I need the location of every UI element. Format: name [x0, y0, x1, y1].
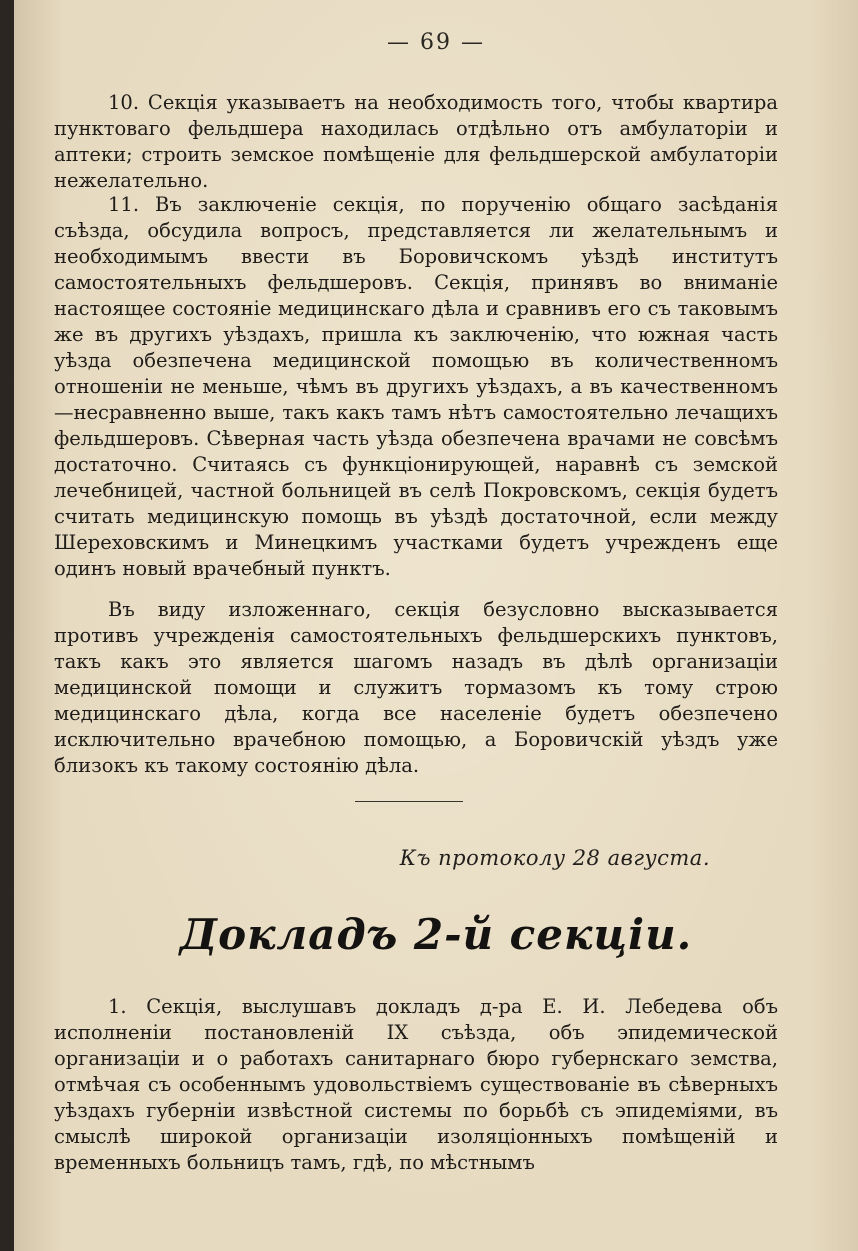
page-number: — 69 —: [387, 30, 485, 55]
book-page: [14, 0, 858, 1251]
paragraph-1: 1. Секція, выслушавъ докладъ д-ра Е. И. Лебедева объ исполненіи постановленій IX съѣзда, объ эпидемической организаціи и о работахъ санитарнаго бюро губернскаго земства, отмѣчая съ особеннымъ удовольствіемъ существованіе въ сѣверныхъ уѣздахъ губерніи извѣстной системы по борьбѣ съ эпидеміями, въ смыслѣ широкой организаціи изоляціонныхъ помѣщеній и временныхъ больницъ тамъ, гдѣ, по мѣстнымъ: [54, 995, 778, 1174]
paragraph-10: 10. Секція указываетъ на необходимость того, чтобы квартира пунктоваго фельдшера находилась отдѣльно отъ амбулаторіи и аптеки; строить земское помѣщеніе для фельдшерской амбулаторіи нежелательно.: [54, 91, 778, 192]
section-title: Докладъ 2-й секціи.: [179, 910, 693, 959]
paragraph-11: 11. Въ заключеніе секція, по порученію общаго засѣданія съѣзда, обсудила вопросъ, представляется ли желательнымъ и необходимымъ ввести въ Боровичскомъ уѣздѣ институтъ самостоятельныхъ фельдшеровъ. Секція, принявъ во вниманіе настоящее состояніе медицинскаго дѣла и сравнивъ его съ таковымъ же въ другихъ уѣздахъ, пришла къ заключенію, что южная часть уѣзда обезпечена медицинской помощью въ количественномъ отношеніи не меньше, чѣмъ въ другихъ уѣздахъ, а въ качественномъ—несравненно выше, такъ какъ тамъ нѣтъ самостоятельно лечащихъ фельдшеровъ. Сѣверная часть уѣзда обезпечена врачами не совсѣмъ достаточно. Считаясь съ функціонирующей, наравнѣ съ земской лечебницей, частной больницей въ селѣ Покровскомъ, секція будетъ считать медицинскую помощь въ уѣздѣ достаточной, если между Шереховскимъ и Минецкимъ участками будетъ учрежденъ еще одинъ новый врачебный пунктъ.: [54, 193, 778, 580]
section-divider: [355, 801, 463, 802]
paragraph-conclusion: Въ виду изложеннаго, секція безусловно высказывается противъ учрежденія самостоятельныхъ фельдшерскихъ пунктовъ, такъ какъ это является шагомъ назадъ въ дѣлѣ организаціи медицинской помощи и служитъ тормазомъ къ тому строю медицинскаго дѣла, когда все населеніе будетъ обезпечено исключительно врачебною помощью, а Боровичскій уѣздъ уже близокъ къ такому состоянію дѣла.: [54, 598, 778, 777]
protocol-note: Къ протоколу 28 августа.: [399, 846, 710, 870]
